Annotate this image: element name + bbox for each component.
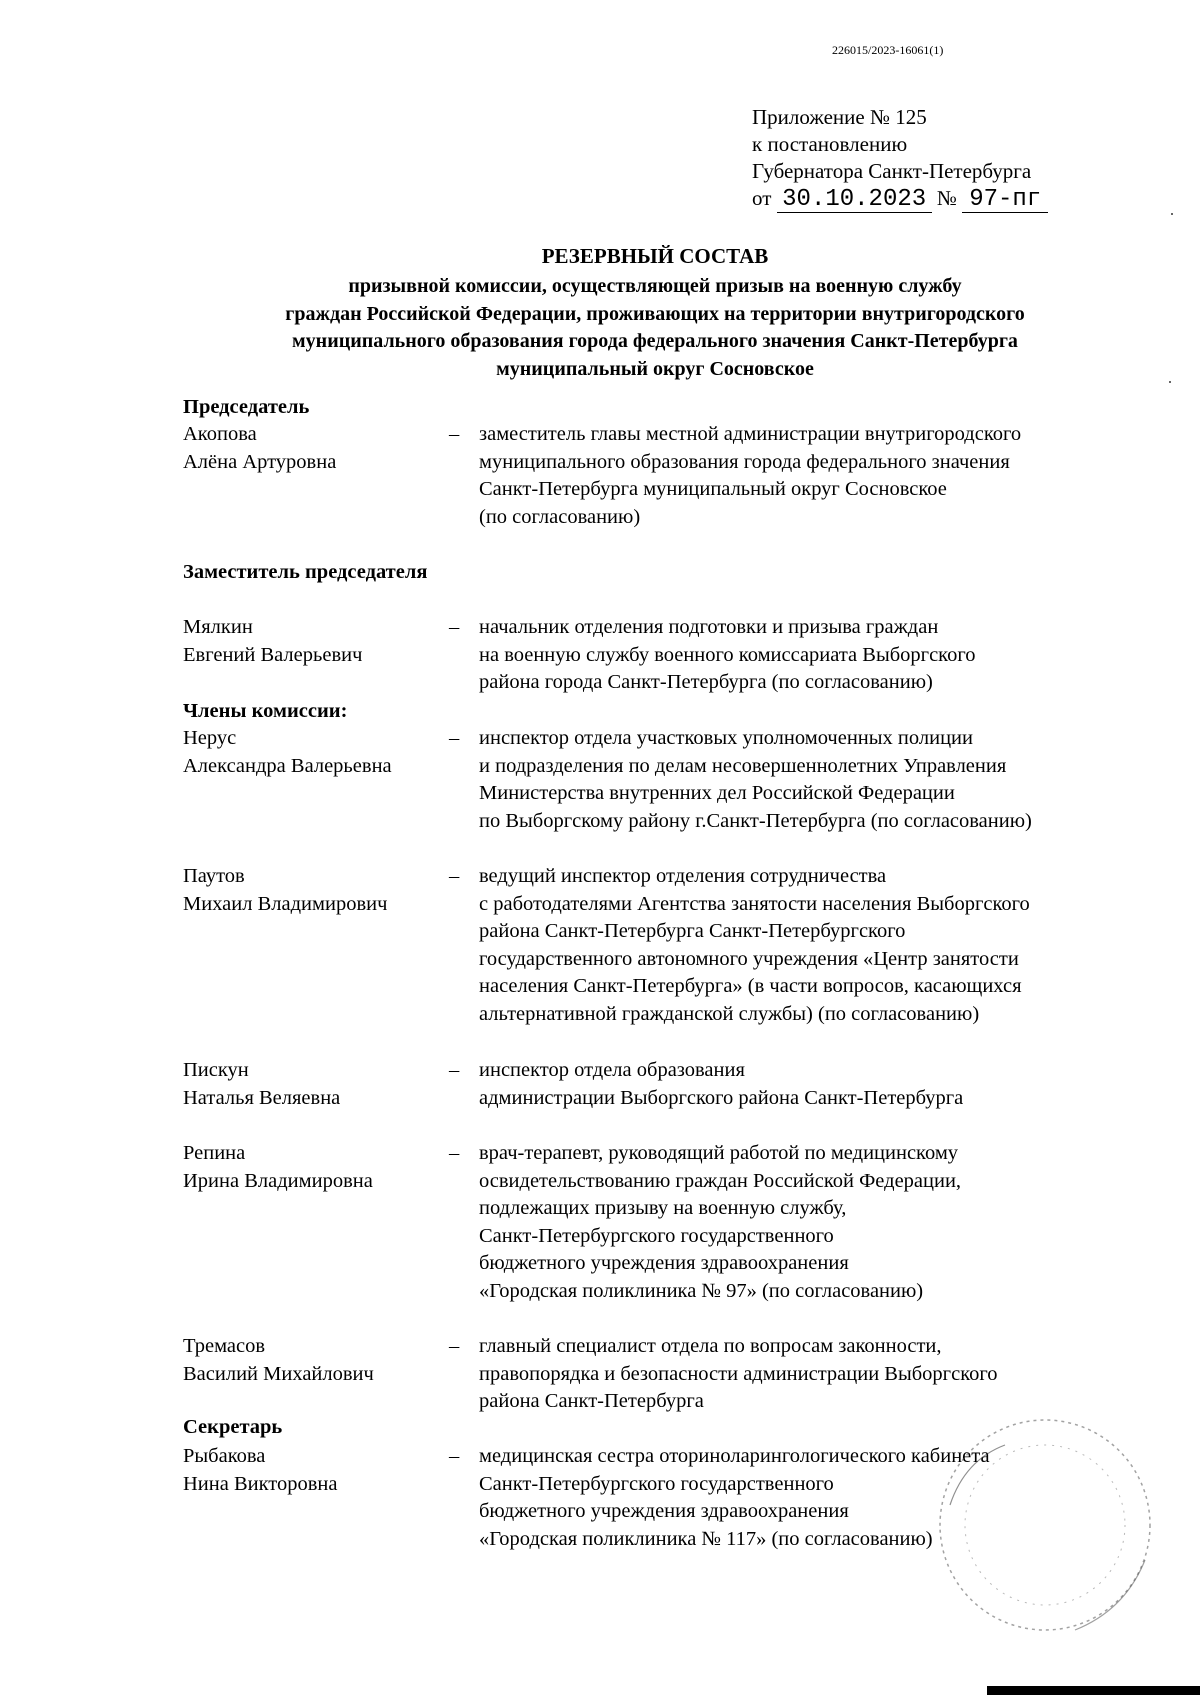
- position-line: бюджетного учреждения здравоохранения: [479, 1252, 849, 1274]
- resolution-date: 30.10.2023: [777, 188, 932, 213]
- member-given-name: Ирина Владимировна: [183, 1169, 373, 1192]
- stamp-arc: [950, 1445, 1005, 1505]
- appendix-line-2: к постановлению: [752, 132, 908, 156]
- member-name: [183, 421, 336, 476]
- position-line: врач-терапевт, руководящий работой по медицинскому: [479, 1142, 959, 1164]
- scan-speck: [1171, 213, 1173, 215]
- position-line: Санкт-Петербургского государственного: [479, 1224, 834, 1247]
- section-deputy: Заместитель председателя: [183, 561, 428, 583]
- member-surname: Акопова: [183, 423, 257, 445]
- member-position: [479, 614, 975, 697]
- from-label: от: [752, 186, 772, 210]
- member-given-name: Евгений Валерьевич: [183, 643, 363, 666]
- position-line: «Городская поликлиника № 117» (по согласованию): [479, 1527, 933, 1550]
- member-given-name: Алёна Артуровна: [183, 450, 337, 473]
- member-surname: Мялкин: [183, 616, 253, 638]
- position-line: ведущий инспектор отделения сотрудничества: [479, 865, 887, 887]
- document-number: 226015/2023-16061(1): [832, 43, 944, 57]
- dash: –: [449, 423, 460, 445]
- member-name: [183, 614, 362, 669]
- position-line: Министерства внутренних дел Российской Федерации: [479, 782, 955, 804]
- position-line: правопорядка и безопасности администрации Выборгского: [479, 1362, 998, 1385]
- position-line: по Выборгскому району г.Санкт-Петербурга (по согласованию): [479, 809, 1032, 832]
- position-line: подлежащих призыву на военную службу,: [479, 1197, 847, 1219]
- member-surname: Паутов: [183, 865, 245, 887]
- position-line: «Городская поликлиника № 97» (по согласованию): [479, 1279, 924, 1302]
- position-line: района Санкт-Петербурга: [479, 1390, 704, 1412]
- position-line: и подразделения по делам несовершеннолетних Управления: [479, 754, 1007, 777]
- stamp-outer-ring: [940, 1420, 1150, 1630]
- dash: –: [449, 1445, 460, 1467]
- position-line: главный специалист отдела по вопросам законности,: [479, 1335, 942, 1357]
- member-name: [183, 1057, 340, 1112]
- section-chairman: Председатель: [183, 396, 310, 418]
- subtitle-line: призывной комиссии, осуществляющей призыв на военную службу: [348, 275, 962, 297]
- position-line: медицинская сестра оториноларингологического кабинета: [479, 1445, 990, 1467]
- stamp-inner-ring: [965, 1445, 1125, 1605]
- dash: –: [449, 727, 460, 749]
- subtitle-line: муниципальный округ Сосновское: [496, 357, 814, 380]
- member-position: [479, 421, 1021, 531]
- subtitle-line: граждан Российской Федерации, проживающих на территории внутригородского: [285, 302, 1025, 325]
- member-position: [479, 863, 1030, 1028]
- section-secretary: Секретарь: [183, 1416, 283, 1438]
- member-name: [183, 863, 387, 918]
- member-name: [183, 1333, 374, 1388]
- document-subtitle: [0, 273, 1200, 383]
- position-line: бюджетного учреждения здравоохранения: [479, 1500, 849, 1522]
- subtitle-line: муниципального образования города федерального значения Санкт-Петербурга: [292, 330, 1018, 352]
- dash: –: [449, 865, 460, 887]
- member-position: [479, 1057, 963, 1112]
- member-position: [479, 725, 1032, 835]
- stamp-arc: [1075, 1560, 1145, 1630]
- dash: –: [449, 1059, 460, 1081]
- member-given-name: Наталья Веляевна: [183, 1086, 341, 1109]
- position-line: администрации Выборгского района Санкт-Петербурга: [479, 1086, 964, 1109]
- position-line: альтернативной гражданской службы) (по согласованию): [479, 1002, 980, 1025]
- position-line: инспектор отдела участковых уполномоченных полиции: [479, 727, 973, 749]
- resolution-number: 97-пг: [962, 188, 1048, 213]
- position-line: с работодателями Агентства занятости населения Выборгского: [479, 892, 1030, 915]
- dash: –: [449, 616, 460, 638]
- scan-edge-bar: [987, 1686, 1200, 1695]
- position-line: района Санкт-Петербурга Санкт-Петербургского: [479, 920, 906, 942]
- position-line: Санкт-Петербургского государственного: [479, 1472, 834, 1495]
- member-name: [183, 1443, 338, 1498]
- dash: –: [449, 1335, 460, 1357]
- dash: –: [449, 1142, 460, 1164]
- appendix-date-line: [752, 185, 1048, 213]
- document-title: РЕЗЕРВНЫЙ СОСТАВ: [541, 244, 769, 268]
- member-name: [183, 1140, 373, 1195]
- position-line: населения Санкт-Петербурга» (в части вопросов, касающихся: [479, 975, 1022, 997]
- position-line: начальник отделения подготовки и призыва граждан: [479, 616, 939, 638]
- member-name: [183, 725, 392, 780]
- position-line: (по согласованию): [479, 505, 641, 528]
- member-surname: Рыбакова: [183, 1445, 266, 1467]
- member-given-name: Василий Михайлович: [183, 1362, 374, 1385]
- round-stamp: [905, 1410, 1165, 1660]
- member-given-name: Михаил Владимирович: [183, 892, 388, 915]
- member-surname: Репина: [183, 1142, 246, 1164]
- member-position: [479, 1333, 998, 1416]
- member-surname: Тремасов: [183, 1335, 266, 1357]
- position-line: заместитель главы местной администрации внутригородского: [479, 423, 1022, 445]
- member-surname: Пискун: [183, 1059, 249, 1081]
- member-given-name: Александра Валерьевна: [183, 754, 392, 777]
- position-line: на военную службу военного комиссариата Выборгского: [479, 643, 976, 666]
- position-line: района города Санкт-Петербурга (по согласованию): [479, 671, 933, 693]
- position-line: муниципального образования города федерального значения: [479, 450, 1010, 473]
- section-members: Члены комиссии:: [183, 700, 348, 722]
- position-line: Санкт-Петербурга муниципальный округ Сосновское: [479, 478, 947, 500]
- appendix-line-3: Губернатора Санкт-Петербурга: [752, 159, 1032, 183]
- position-line: государственного автономного учреждения «Центр занятости: [479, 947, 1019, 970]
- position-line: инспектор отдела образования: [479, 1059, 745, 1081]
- position-line: освидетельствованию граждан Российской Федерации,: [479, 1169, 962, 1192]
- appendix-line-1: Приложение № 125: [752, 105, 927, 129]
- member-position: [479, 1140, 961, 1305]
- scan-speck: [1169, 381, 1171, 383]
- member-surname: Нерус: [183, 727, 237, 749]
- appendix-block: [752, 104, 1048, 213]
- member-given-name: Нина Викторовна: [183, 1472, 338, 1495]
- number-label: №: [936, 186, 957, 210]
